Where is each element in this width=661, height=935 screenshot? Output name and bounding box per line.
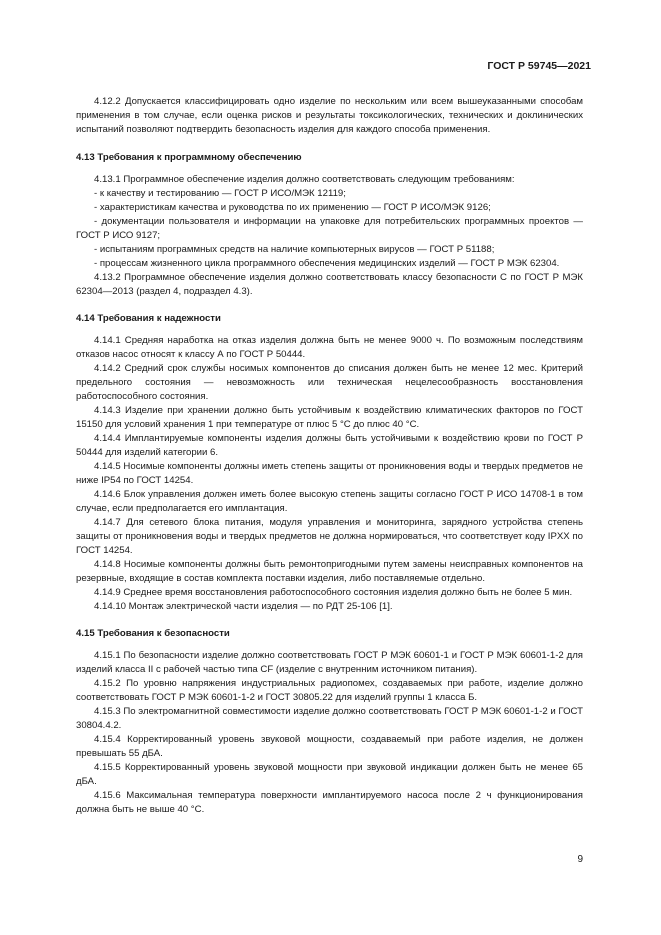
list-item: - документации пользователя и информации на упаковке для потребительских программных проектов — ГОСТ Р ИСО 9127;	[76, 216, 583, 241]
paragraph-4-14-9: 4.14.9 Среднее время восстановления работоспособного состояния изделия должно быть не более 5 мин.	[94, 587, 573, 598]
section-heading-4-15: 4.15 Требования к безопасности	[76, 628, 230, 639]
paragraph-4-14-3: 4.14.3 Изделие при хранении должно быть устойчивым к воздействию климатических факторов по ГОСТ 15150 для условий хранения 1 при температуре от плюс 5 °С до плюс 40 °С.	[76, 405, 583, 430]
paragraph-4-14-10: 4.14.10 Монтаж электрической части изделия — по РДТ 25-106 [1].	[94, 601, 393, 612]
paragraph-4-14-8: 4.14.8 Носимые компоненты должны быть ремонтопригодными путем замены неисправных компонентов на резервные, входящие в состав комплекта поставки изделия, либо поставляемые отдельно.	[76, 559, 583, 584]
page-number: 9	[577, 854, 583, 865]
document-body	[76, 95, 583, 817]
list-item: - испытаниям программных средств на наличие компьютерных вирусов — ГОСТ Р 51188;	[94, 244, 495, 255]
paragraph-4-15-3: 4.15.3 По электромагнитной совместимости изделие должно соответствовать ГОСТ Р МЭК 60601-1-2 и ГОСТ 30804.4.2.	[76, 706, 583, 731]
paragraph-4-15-5: 4.15.5 Корректированный уровень звуковой мощности при звуковой индикации должен быть не менее 65 дБА.	[76, 762, 583, 787]
section-heading-4-13: 4.13 Требования к программному обеспечению	[76, 152, 302, 163]
list-item: - к качеству и тестированию — ГОСТ Р ИСО/МЭК 12119;	[94, 188, 346, 199]
paragraph-4-15-4: 4.15.4 Корректированный уровень звуковой мощности, создаваемый при работе изделия, не должен превышать 55 дБА.	[76, 734, 583, 759]
document-code: ГОСТ Р 59745—2021	[487, 60, 591, 72]
paragraph-4-14-2: 4.14.2 Средний срок службы носимых компонентов до списания должен быть не менее 12 мес. Критерий предельного состояния — невозможность или техническая нецелесообразность восстановления работоспособного состояния.	[76, 363, 583, 402]
list-item: - характеристикам качества и руководства по их применению — ГОСТ Р ИСО/МЭК 9126;	[94, 202, 491, 213]
paragraph-4-13-2: 4.13.2 Программное обеспечение изделия должно соответствовать классу безопасности С по ГОСТ Р МЭК 62304—2013 (раздел 4, подраздел 4.3).	[76, 272, 583, 297]
paragraph-4-14-5: 4.14.5 Носимые компоненты должны иметь степень защиты от проникновения воды и твердых предметов не ниже IP54 по ГОСТ 14254.	[76, 461, 583, 486]
paragraph-4-13-1: 4.13.1 Программное обеспечение изделия должно соответствовать следующим требованиям:	[94, 174, 515, 185]
section-heading-4-14: 4.14 Требования к надежности	[76, 313, 221, 324]
paragraph-4-15-1: 4.15.1 По безопасности изделие должно соответствовать ГОСТ Р МЭК 60601-1 и ГОСТ Р МЭК 60601-1-2 для изделий класса II с рабочей частью типа CF (изделие с внутренним источником питания).	[76, 650, 583, 675]
paragraph-4-15-2: 4.15.2 По уровню напряжения индустриальных радиопомех, создаваемых при работе, изделие должно соответствовать ГОСТ Р МЭК 60601-1-2 и ГОСТ 30805.22 для изделий группы 1 класса Б.	[76, 678, 583, 703]
paragraph-4-14-1: 4.14.1 Средняя наработка на отказ изделия должна быть не менее 9000 ч. По возможным последствиям отказов насос относят к классу А по ГОСТ Р 50444.	[76, 335, 583, 360]
paragraph-4-12-2: 4.12.2 Допускается классифицировать одно изделие по нескольким или всем вышеуказанными способам применения в том случае, если оценка рисков и результаты токсикологических, технических и доклинических испытаний позволяют подтвердить безопасность изделия для каждого способа применения.	[76, 96, 583, 135]
paragraph-4-14-6: 4.14.6 Блок управления должен иметь более высокую степень защиты согласно ГОСТ Р ИСО 14708-1 в том случае, если предполагается его имплантация.	[76, 489, 583, 514]
paragraph-4-14-4: 4.14.4 Имплантируемые компоненты изделия должны быть устойчивыми к воздействию крови по ГОСТ Р 50444 для изделий категории 6.	[76, 433, 583, 458]
list-item: - процессам жизненного цикла программного обеспечения медицинских изделий — ГОСТ Р МЭК 62304.	[94, 258, 560, 269]
paragraph-4-14-7: 4.14.7 Для сетевого блока питания, модуля управления и мониторинга, зарядного устройства степень защиты от проникновения воды и твердых предметов не должна нормироваться, что соответствует коду IPXX по ГОСТ 14254.	[76, 517, 583, 556]
paragraph-4-15-6: 4.15.6 Максимальная температура поверхности имплантируемого насоса после 2 ч функционирования должна быть не выше 40 °С.	[76, 790, 583, 815]
